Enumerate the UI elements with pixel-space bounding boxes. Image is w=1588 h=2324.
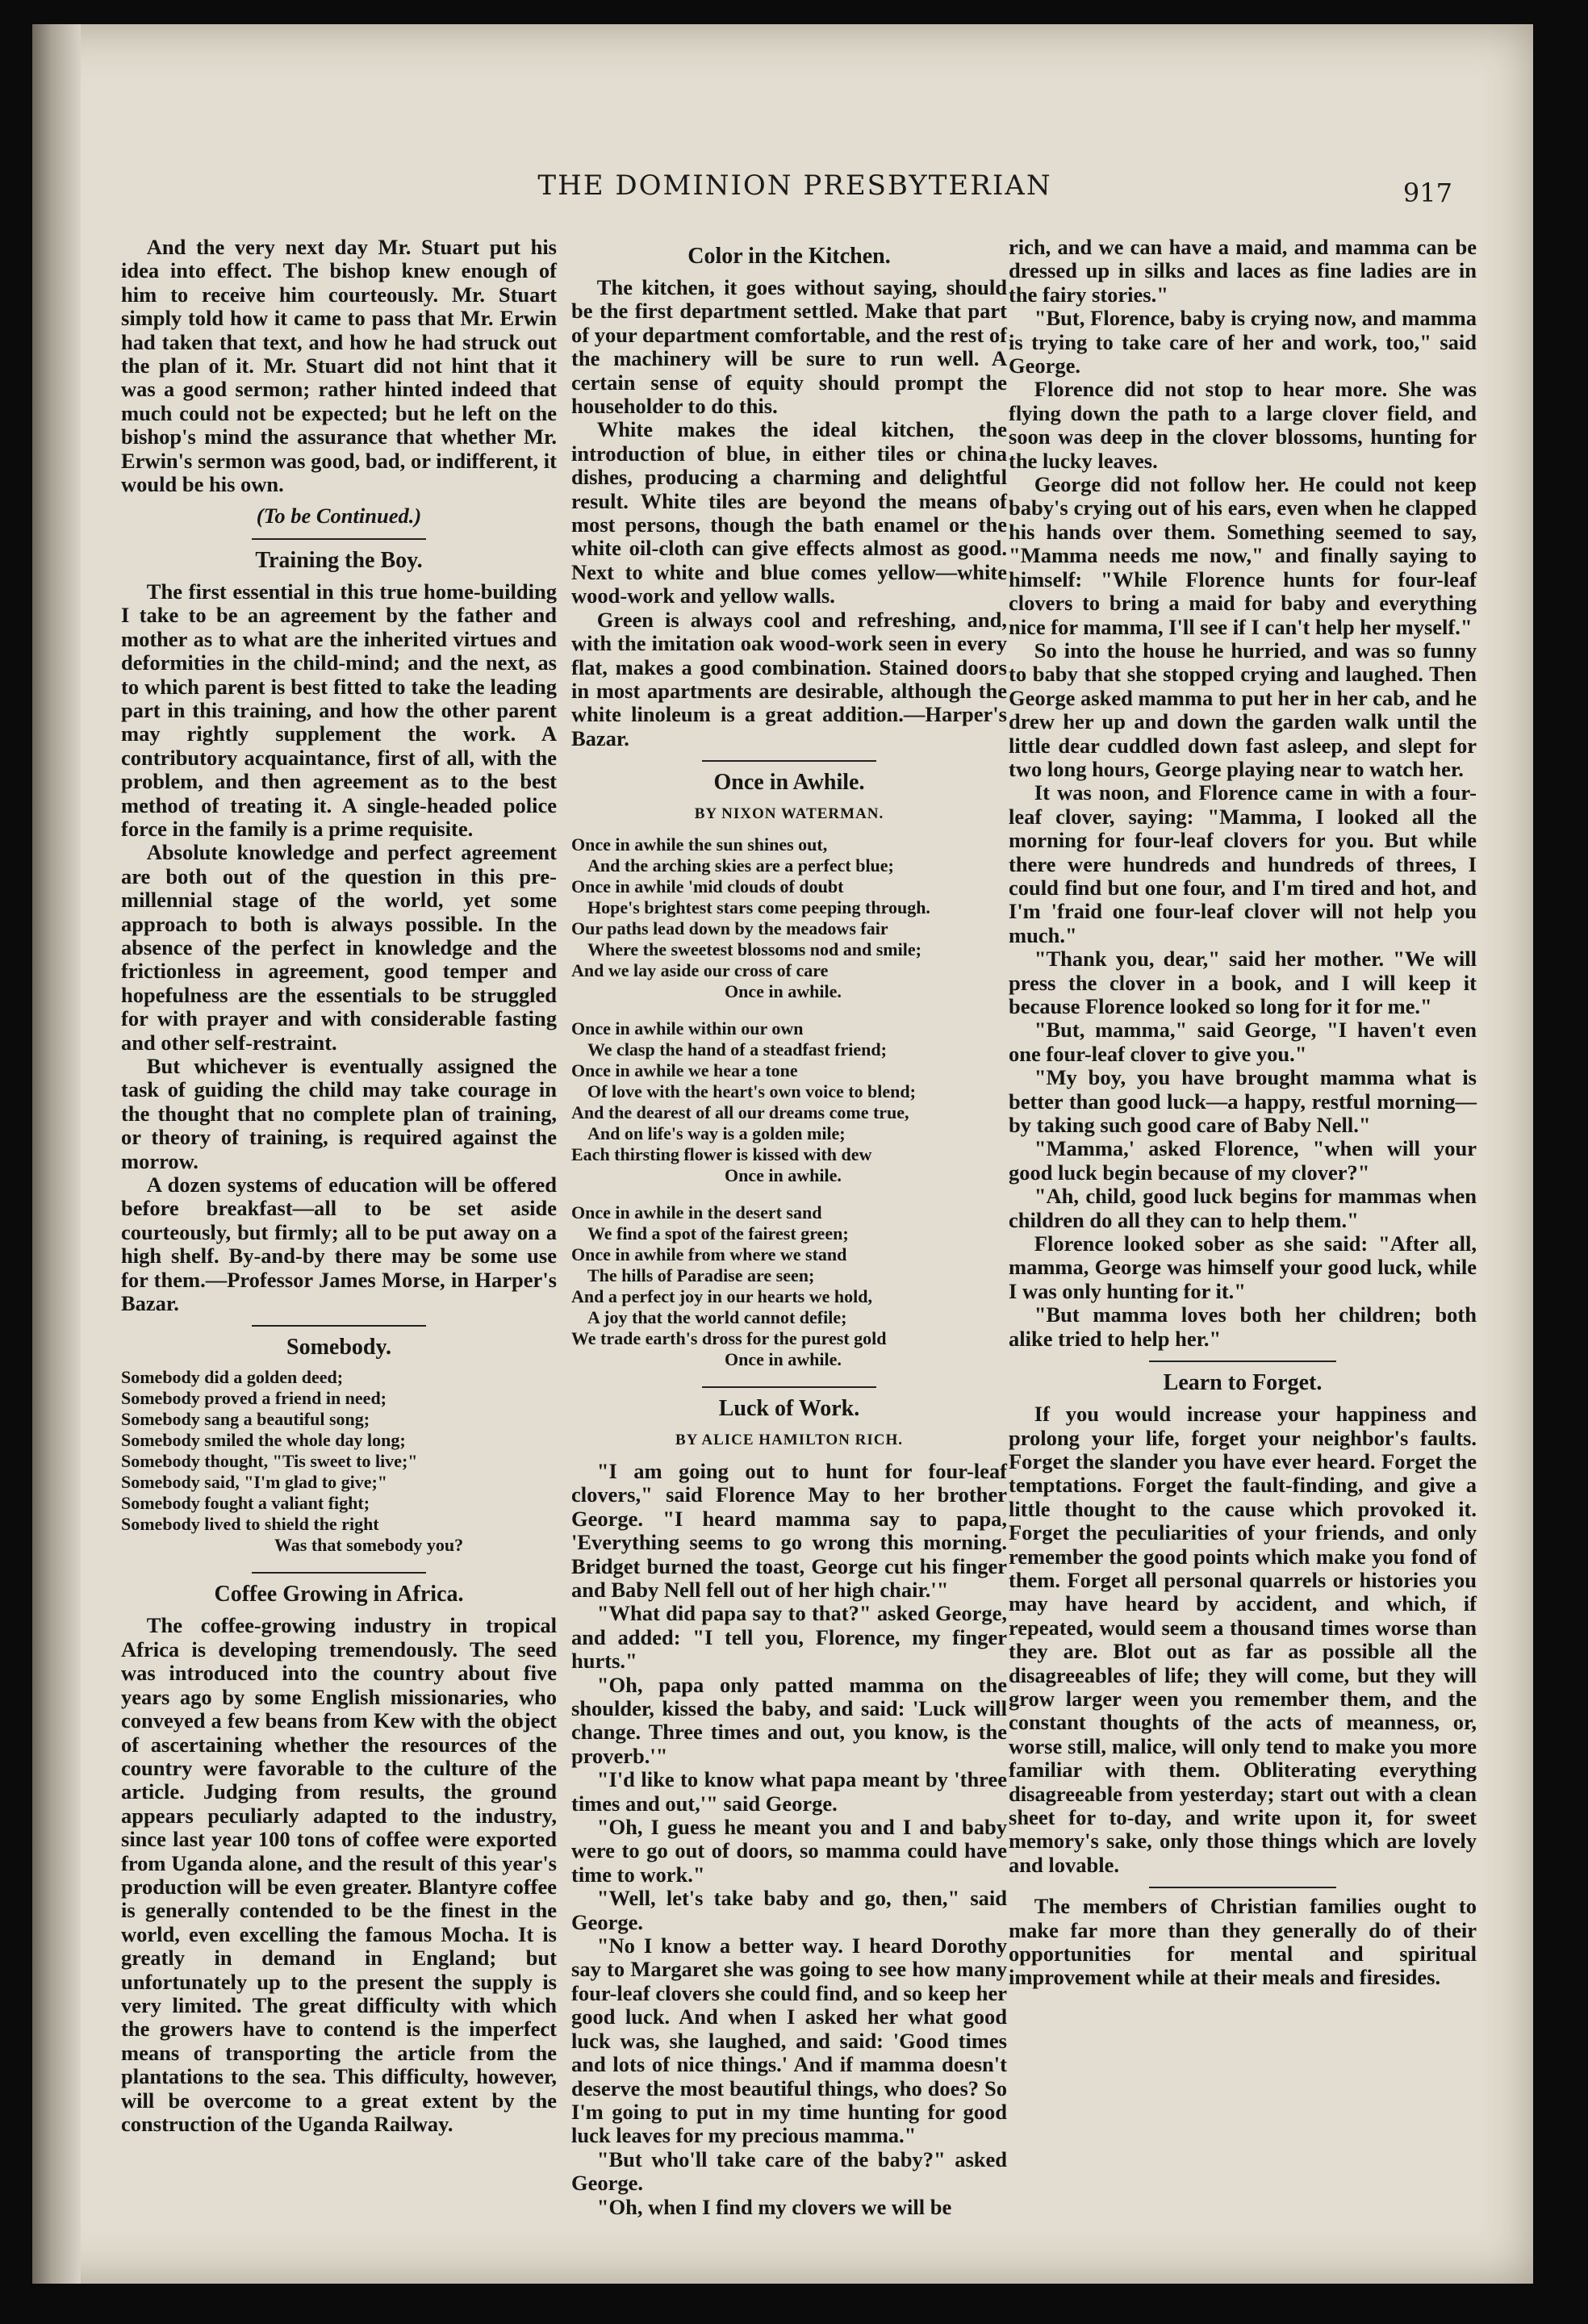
article-paragraph: "Oh, when I find my clovers we will be bbox=[596, 2194, 952, 2219]
article-title-color: Color in the Kitchen. bbox=[687, 244, 891, 269]
article-paragraph: So into the house he hurried, and was so funny to baby that she stopped crying and laughed. Then George asked mamma to put her in her cab, and he drew her up and down the garden walk until the little dear cuddled down fast asleep, and slept for two long hours, George playing near to watch her. bbox=[1009, 637, 1477, 781]
article-paragraph: Florence did not stop to hear more. She was flying down the path to a large clover field, and soon was deep in the clover blossoms, hunting for the lucky leaves. bbox=[1009, 377, 1477, 473]
to-be-continued-note: (To be Continued.) bbox=[256, 504, 422, 529]
article-paragraph: "Mamma,' asked Florence, "when will your good luck begin because of my clover?" bbox=[1009, 1136, 1477, 1185]
poem-line: Somebody did a golden deed; bbox=[121, 1367, 344, 1388]
article-paragraph: A dozen systems of education will be offered before breakfast—all to be set aside courteously, but firmly; all to be put away on a high shelf. By-and-by there may be some use for them.—Professor James Morse, in Harper's Bazar. bbox=[121, 1172, 557, 1316]
article-paragraph: Florence looked sober as she said: "After all, mamma, George was himself your good luck, while I was only hunting for it." bbox=[1009, 1231, 1477, 1303]
poem-line: Once in awhile the sun shines out, bbox=[571, 834, 828, 855]
poem-line: And the arching skies are a perfect blue; bbox=[587, 855, 894, 876]
article-paragraph: "I am going out to hunt for four-leaf clovers," said Florence May to her brother George. "I heard mamma say to papa, 'Everything seems to go wrong this morning. Bridget burned the toast, George cut his finger and Baby Nell fell out of her high chair.'" bbox=[571, 1458, 1007, 1602]
poem-line: Once in awhile. bbox=[725, 1164, 842, 1185]
poem-line: And we lay aside our cross of care bbox=[571, 959, 829, 980]
article-title-training: Training the Boy. bbox=[255, 547, 423, 573]
poem-line: Where the sweetest blossoms nod and smile; bbox=[587, 938, 921, 959]
section-divider bbox=[1149, 1361, 1336, 1362]
article-paragraph: "Thank you, dear," said her mother. "We will press the clover in a book, and I will keep it because Florence looked so long for it for me." bbox=[1009, 947, 1477, 1018]
poem-line: Once in awhile from where we stand bbox=[571, 1244, 847, 1264]
article-paragraph: The coffee-growing industry in tropical Africa is developing tremendously. The seed was introduced into the country about five years ago by some English missionaries, who conveyed a few beans from Kew with the object of ascertaining whether the resources of the country were favorable to the culture of the article. Judging from results, the ground appears peculiarly adapted to the industry, since last year 100 tons of coffee were exported from Uganda alone, and the result of this year's production will be even greater. Blantyre coffee is generally contended to be the finest in the world, even excelling the famous Mocha. It is greatly in demand in England; but unfortunately up to the present the supply is very limited. The great difficulty with which the growers have to contend is the imperfect means of transporting the article from the plantations to the sea. This difficulty, however, will be overcome to a great extent by the construction of the Uganda Railway. bbox=[121, 1613, 557, 2136]
poem-line: And a perfect joy in our hearts we hold, bbox=[571, 1285, 872, 1306]
article-paragraph: The first essential in this true home-building I take to be an agreement by the father and mother as to what are the inherited virtues and deformities in the child-mind; and the next, as to which parent is best fitted to take the leading part in this training, and how the other parent may rightly supplement the work. A contributory acquaintance, first of all, with the problem, and then agreement as to the best method of treating it. A single-headed police force in the family is a prime requisite. bbox=[121, 579, 557, 841]
article-title-forget: Learn to Forget. bbox=[1163, 1370, 1323, 1396]
poem-line: Hope's brightest stars come peeping through. bbox=[587, 897, 930, 917]
poem-line: Somebody said, "I'm glad to give;" bbox=[121, 1472, 388, 1493]
poem-line: Once in awhile in the desert sand bbox=[571, 1202, 822, 1223]
poem-somebody bbox=[121, 1367, 557, 1556]
poem-line: Somebody smiled the whole day long; bbox=[121, 1430, 406, 1451]
article-paragraph: "No I know a better way. I heard Dorothy say to Margaret she was going to see how many four-leaf clovers she could find, and so keep her good luck. And when I asked her what good luck was, she laughed, and said: 'Good times and lots of nice things.' And if mamma doesn't deserve the most beautiful things, who does? So I'm going to put in my time hunting for good luck leaves for my precious mamma." bbox=[571, 1933, 1007, 2148]
column-1 bbox=[121, 236, 557, 2136]
newspaper-page bbox=[32, 24, 1533, 2284]
article-paragraph: George did not follow her. He could not keep baby's crying out of his ears, even when he clapped his hands over them. Something seemed to say, "Mamma needs me now," and finally saying to himself: "While Florence hunts for four-leaf clovers to bring a maid for baby and everything nice for mamma, I'll see if I can't help her myself." bbox=[1009, 472, 1477, 639]
article-byline: BY ALICE HAMILTON RICH. bbox=[675, 1431, 904, 1448]
closing-paragraph: The members of Christian families ought to make far more than they generally do of their opportunities for mental and spiritual improvement while at their meals and firesides. bbox=[1009, 1894, 1477, 1990]
poem-line: We find a spot of the fairest green; bbox=[587, 1223, 849, 1244]
publication-title: THE DOMINION PRESBYTERIAN bbox=[537, 169, 1052, 202]
section-divider bbox=[1149, 1887, 1336, 1888]
article-paragraph: "But, Florence, baby is crying now, and mamma is trying to take care of her and work, too," said George. bbox=[1009, 306, 1477, 378]
article-paragraph: "My boy, you have brought mamma what is better than good luck—a happy, restful morning—by taking such good care of Baby Nell." bbox=[1009, 1065, 1477, 1138]
poem-line: A joy that the world cannot defile; bbox=[587, 1306, 847, 1327]
poem-stanza bbox=[571, 1018, 1007, 1186]
page-number: 917 bbox=[1402, 178, 1452, 208]
poem-once-in-awhile bbox=[571, 834, 1007, 1370]
poem-line: Somebody fought a valiant fight; bbox=[121, 1493, 370, 1514]
poem-line: Somebody thought, "Tis sweet to live;" bbox=[121, 1451, 418, 1472]
section-divider bbox=[252, 1325, 426, 1327]
article-paragraph: "But who'll take care of the baby?" asked George. bbox=[571, 2146, 1007, 2196]
poem-line: Our paths lead down by the meadows fair bbox=[571, 917, 888, 938]
article-paragraph: "Well, let's take baby and go, then," said George. bbox=[571, 1886, 1007, 1934]
section-divider bbox=[252, 1572, 426, 1574]
article-paragraph: It was noon, and Florence came in with a four-leaf clover, saying: "Mamma, I looked all the morning for four-leaf clovers for you. But while there were hundreds and hundreds of threes, I could find but one four, and I'm tired and hot, and I'm 'fraid one four-leaf clover will not help you much." bbox=[1009, 780, 1477, 947]
article-paragraph: Green is always cool and refreshing, and, with the imitation oak wood-work seen in every flat, makes a good combination. Stained doors in most apartments are desirable, although the white linoleum is a great addition.—Harper's Bazar. bbox=[571, 607, 1007, 750]
poem-title-somebody: Somebody. bbox=[286, 1335, 391, 1361]
poem-byline: BY NIXON WATERMAN. bbox=[694, 805, 884, 823]
poem-line: We clasp the hand of a steadfast friend; bbox=[587, 1039, 887, 1060]
poem-line: Each thirsting flower is kissed with dew bbox=[571, 1143, 872, 1164]
poem-line: Once in awhile. bbox=[725, 1348, 842, 1369]
poem-line: Once in awhile within our own bbox=[571, 1018, 804, 1039]
column-3 bbox=[1009, 236, 1477, 1990]
poem-stanza bbox=[121, 1367, 557, 1556]
poem-line: Somebody lived to shield the right bbox=[121, 1514, 379, 1535]
article-title-coffee: Coffee Growing in Africa. bbox=[214, 1582, 464, 1607]
article-paragraph: "I'd like to know what papa meant by 'three times and out,'" said George. bbox=[571, 1767, 1007, 1816]
poem-stanza bbox=[571, 834, 1007, 1002]
article-paragraph: But whichever is eventually assigned the task of guiding the child may take courage in the thought that no complete plan of training, or theory of training, is required against the morrow. bbox=[121, 1054, 557, 1173]
article-paragraph: The kitchen, it goes without saying, should be the first department settled. Make that part of your department comfortable, and the rest of the machinery will be sure to run well. A certain sense of equity should prompt the householder to do this. bbox=[571, 275, 1007, 419]
story-continuation-paragraph: And the very next day Mr. Stuart put his idea into effect. The bishop knew enough of him to receive him courteously. Mr. Stuart simply told how it came to pass that Mr. Erwin had taken that text, and how he had struck out the plan of it. Mr. Stuart did not hint that it was a good sermon; rather hinted indeed that much could not be expected; but he left on the bishop's mind the assurance that whether Mr. Erwin's sermon was good, bad, or indifferent, it would be his own. bbox=[121, 235, 557, 497]
column-2 bbox=[571, 236, 1007, 2219]
article-paragraph: "What did papa say to that?" asked George, and added: "I tell you, Florence, my finger hurts." bbox=[571, 1601, 1007, 1674]
poem-line: Once in awhile we hear a tone bbox=[571, 1060, 798, 1080]
section-divider bbox=[702, 1386, 876, 1388]
article-paragraph: "But mamma loves both her children; both alike tried to help her." bbox=[1009, 1302, 1477, 1351]
article-paragraph: If you would increase your happiness and prolong your life, forget your neighbor's faults. Forget the slander you have ever heard. Forget the temptations. Forget the fault-finding, and give a little thought to the cause which provoked it. Forget the peculiarities of your friends, and only remember the good points which make you fond of them. Forget all personal quarrels or histories you may have heard by accident, and which, if repeated, would seem a thousand times worse than they are. Blot out as far as possible all the disagreeables of life; they will come, but they will grow larger ween you remember them, and the constant thoughts of the acts of meanness, or, worse still, malice, will only tend to make you more familiar with them. Obliterating everything disagreeable from yesterday; start out with a clean sheet for to-day, and write upon it, for sweet memory's sake, only those things which are lovely and lovable. bbox=[1009, 1402, 1477, 1877]
section-divider bbox=[252, 538, 426, 540]
poem-line: We trade earth's dross for the purest gold bbox=[571, 1327, 887, 1348]
poem-line: Once in awhile. bbox=[725, 980, 842, 1001]
poem-line: Was that somebody you? bbox=[274, 1535, 464, 1556]
poem-line: Once in awhile 'mid clouds of doubt bbox=[571, 876, 844, 897]
article-paragraph: "Ah, child, good luck begins for mammas when children do all they can to help them." bbox=[1009, 1184, 1477, 1232]
page-header bbox=[105, 169, 1485, 218]
poem-stanza bbox=[571, 1202, 1007, 1370]
section-divider bbox=[702, 760, 876, 762]
poem-line: Of love with the heart's own voice to blend; bbox=[587, 1080, 916, 1101]
poem-line: The hills of Paradise are seen; bbox=[587, 1264, 815, 1285]
poem-line: Somebody sang a beautiful song; bbox=[121, 1409, 370, 1430]
article-paragraph: Absolute knowledge and perfect agreement are both out of the question in this pre-millennial stage of the world, yet some approach to both is always possible. In the absence of the perfect in knowledge and the frictionless in agreement, good temper and hopefulness are the essentials to be struggled for with prayer and with considerable fasting and other self-restraint. bbox=[121, 840, 557, 1055]
poem-line: Somebody proved a friend in need; bbox=[121, 1388, 387, 1409]
poem-line: And on life's way is a golden mile; bbox=[587, 1122, 846, 1143]
article-paragraph: White makes the ideal kitchen, the introduction of blue, in either tiles or china dishes, producing a charming and delightful result. White tiles are beyond the means of most persons, though the bath enamel or the white oil-cloth can give effects almost as good. Next to white and blue comes yellow—white wood-work and yellow walls. bbox=[571, 417, 1007, 608]
article-paragraph: "Oh, I guess he meant you and I and baby were to go out of doors, so mamma could have time to work." bbox=[571, 1815, 1007, 1887]
article-paragraph: "Oh, papa only patted mamma on the shoulder, kissed the baby, and said: 'Luck will change. Three times and out, you know, is the proverb.'" bbox=[571, 1672, 1007, 1768]
poem-title-awhile: Once in Awhile. bbox=[713, 770, 865, 796]
poem-line: And the dearest of all our dreams come true, bbox=[571, 1101, 909, 1122]
article-paragraph: "But, mamma," said George, "I haven't even one four-leaf clover to give you." bbox=[1009, 1018, 1477, 1066]
article-title-luck: Luck of Work. bbox=[718, 1395, 860, 1421]
article-paragraph: rich, and we can have a maid, and mamma can be dressed up in silks and laces as fine ladies are in the fairy stories." bbox=[1009, 235, 1477, 307]
page-binding-edge bbox=[32, 24, 81, 2284]
